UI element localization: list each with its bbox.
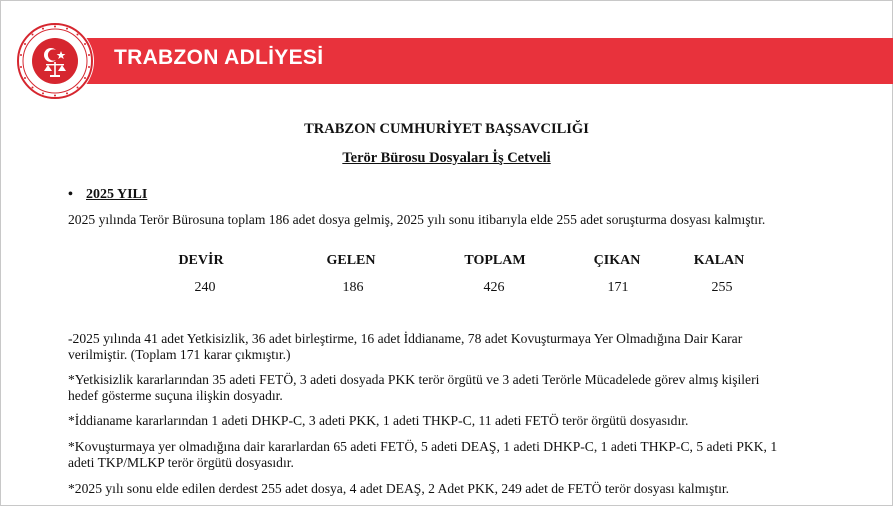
table-value-kalan: 255 xyxy=(711,280,733,295)
document-title: TRABZON CUMHURİYET BAŞSAVCILIĞI xyxy=(304,121,589,137)
table-value-cikan: 171 xyxy=(607,280,629,295)
paragraph-decisions xyxy=(68,331,742,363)
table-value-devir: 240 xyxy=(194,280,216,295)
paragraph-line: *Kovuşturmaya yer olmadığına dair kararlardan 65 adeti FETÖ, 5 adeti DEAŞ, 1 adeti DHKP-C, 1 adeti THKP-C, 5 adeti PKK, 1 xyxy=(68,439,778,454)
paragraph-line: *Yetkisizlik kararlarından 35 adeti FETÖ, 3 adeti dosyada PKK terör örgütü ve 3 adeti Terörle Mücadelede görev almış kişileri xyxy=(68,372,760,387)
header-title: TRABZON ADLİYESİ xyxy=(114,46,324,69)
paragraph-indictment xyxy=(68,413,688,429)
paragraph-pending xyxy=(68,481,729,497)
paragraph-line: verilmiştir. (Toplam 171 karar çıkmıştır.) xyxy=(68,347,291,362)
table-header-toplam: TOPLAM xyxy=(464,253,526,268)
bullet-icon: • xyxy=(68,187,73,202)
paragraph-line: adeti TKP/MLKP terör örgütü dosyasıdır. xyxy=(68,455,294,470)
table-value-toplam: 426 xyxy=(483,280,505,295)
table-header-kalan: KALAN xyxy=(693,253,745,268)
table-header-gelen: GELEN xyxy=(326,253,376,268)
document-subtitle: Terör Bürosu Dosyaları İş Cetveli xyxy=(342,150,551,166)
paragraph-line: hedef gösterme suçuna ilişkin dosyadır. xyxy=(68,388,283,403)
table-header-devir: DEVİR xyxy=(178,253,224,268)
table-value-gelen: 186 xyxy=(342,280,364,295)
paragraph-line: *2025 yılı sonu elde edilen derdest 255 adet dosya, 4 adet DEAŞ, 2 Adet PKK, 249 adet de FETÖ terör dosyası kalmıştır. xyxy=(68,481,730,496)
summary-text: 2025 yılında Terör Bürosuna toplam 186 adet dosya gelmiş, 2025 yılı sonu itibarıyla elde 255 adet soruşturma dosyası kalmıştır. xyxy=(68,212,766,227)
paragraph-non-prosecution xyxy=(68,439,777,471)
justice-seal-icon xyxy=(15,21,95,101)
table-header-cikan: ÇIKAN xyxy=(593,253,641,268)
section-heading xyxy=(68,187,147,203)
section-label: 2025 YILI xyxy=(86,187,148,202)
paragraph-line: -2025 yılında 41 adet Yetkisizlik, 36 adet birleştirme, 16 adet İddianame, 78 adet Kovuşturmaya Yer Olmadığına Dair Karar xyxy=(68,331,743,346)
paragraph-line: *İddianame kararlarından 1 adeti DHKP-C, 3 adeti PKK, 1 adeti THKP-C, 11 adeti FETÖ terör örgütü dosyasıdır. xyxy=(68,413,689,428)
paragraph-jurisdiction xyxy=(68,372,759,404)
